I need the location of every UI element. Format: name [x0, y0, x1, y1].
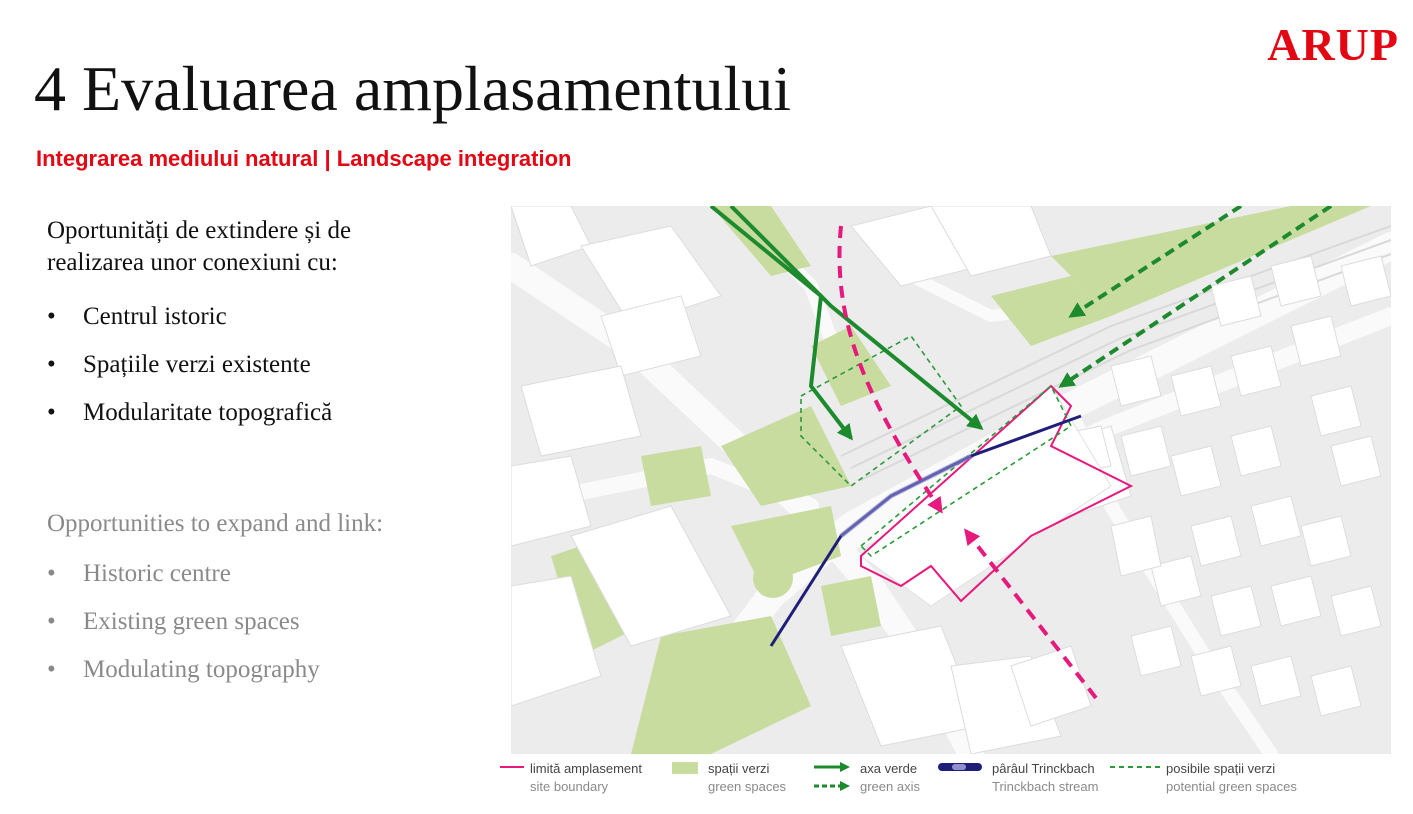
legend-item-green-spaces [672, 760, 786, 796]
bullet-marker: • [47, 608, 56, 635]
english-bullet-list [47, 550, 383, 694]
legend-label-ro: pârâul Trinckbach [992, 761, 1095, 776]
list-item-label: Centrul istoric [83, 303, 227, 330]
list-item [47, 646, 383, 694]
bullet-marker: • [47, 303, 56, 330]
bullet-marker: • [47, 351, 56, 378]
map-legend [500, 760, 1400, 800]
list-item-label: Spațiile verzi existente [83, 351, 311, 378]
legend-item-site-boundary [500, 760, 642, 796]
legend-label-ro: limită amplasement [530, 761, 642, 776]
site-map-diagram [511, 206, 1391, 754]
intro-line-1: Oportunități de extindere și de [47, 217, 352, 244]
stream-swatch [938, 762, 982, 772]
list-item-label: Existing green spaces [83, 608, 300, 635]
legend-label-ro: axa verde [860, 761, 918, 776]
site-boundary-swatch [500, 762, 524, 772]
legend-label-en: site boundary [530, 779, 609, 794]
green-axis-swatch [812, 762, 852, 796]
list-item [47, 341, 351, 389]
list-item-label: Historic centre [83, 560, 231, 587]
list-item [47, 293, 351, 341]
legend-label-en: Trinckbach stream [992, 779, 1099, 794]
bullet-marker: • [47, 560, 56, 587]
legend-item-stream [938, 760, 1098, 796]
intro-line-2: realizarea unor conexiuni cu: [47, 249, 338, 276]
arup-logo: ARUP [1267, 19, 1399, 70]
legend-label-en: green axis [860, 779, 920, 794]
list-item-label: Modulating topography [83, 656, 320, 683]
legend-label-ro: spații verzi [708, 761, 770, 776]
site-map-svg [511, 206, 1391, 754]
list-item-label: Modularitate topografică [83, 399, 333, 426]
bullet-marker: • [47, 399, 56, 426]
potential-green-swatch [1110, 762, 1160, 772]
list-item [47, 598, 383, 646]
list-item [47, 389, 351, 437]
page-subtitle: Integrarea mediului natural | Landscape integration [36, 146, 572, 171]
page-title: 4 Evaluarea amplasamentului [34, 53, 792, 124]
green-space-swatch [672, 762, 698, 774]
legend-item-green-axis [812, 760, 920, 796]
legend-item-potential-green [1110, 760, 1297, 796]
english-text-block [47, 508, 383, 694]
bullet-marker: • [47, 656, 56, 683]
english-intro: Opportunities to expand and link: [47, 510, 384, 537]
legend-label-en: green spaces [708, 779, 787, 794]
legend-label-en: potential green spaces [1166, 779, 1297, 794]
list-item [47, 550, 383, 598]
romanian-text-block [47, 215, 351, 437]
romanian-bullet-list [47, 293, 351, 437]
legend-label-ro: posibile spații verzi [1166, 761, 1276, 776]
